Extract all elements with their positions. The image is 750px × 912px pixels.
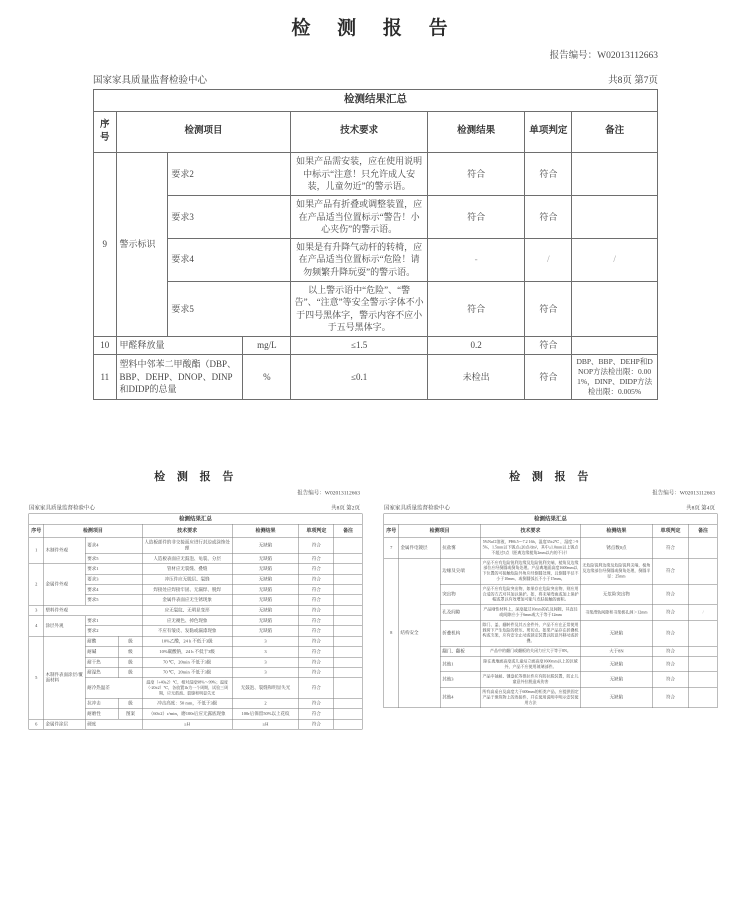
table-cell: 应无褪色、掉色现象 <box>142 616 232 626</box>
table-cell: 温度（+40±2）℃，相对湿度98%～99%；温度（-20±2）℃，各放置1h为一个周期，试验三周期，应无鼓泡、裂缝和明显失光 <box>142 678 232 699</box>
table-cell: 4 <box>29 616 44 637</box>
table-cell: 符合 <box>299 554 334 564</box>
table-cell: 要求4 <box>85 585 142 595</box>
table-cell: 金属件电镀层 <box>399 537 441 558</box>
table-cell: 要求1 <box>85 616 142 626</box>
column-header: 单项判定 <box>299 524 334 537</box>
table-cell <box>334 595 362 605</box>
table-cell: 除在离地面高度或儿童站立面高度1600mm以上的区域外，产品不应使用玻璃部件。 <box>480 657 580 672</box>
table-row <box>94 337 658 355</box>
table-cell: 符合 <box>652 558 689 584</box>
table-cell: 符合 <box>299 636 334 646</box>
table-cell: 耐湿热 <box>85 667 118 677</box>
table-cell: 甲醛释放量 <box>116 337 243 355</box>
table-cell <box>689 558 717 584</box>
table-cell: 除门、盖、翻转件及其五金件外，产品不应在正常使用载荷下产生危险的挤压、剪切点。如果产品存在折叠机构或支架，应有安全止动或锁定装置以防意外移动或折叠。 <box>480 620 580 646</box>
table-cell: 冲击高度：50 mm，不低于3级 <box>142 698 232 708</box>
table-cell: 符合 <box>652 646 689 656</box>
table-cell <box>334 554 362 564</box>
table-cell: 要求4 <box>85 537 142 553</box>
table-cell <box>334 657 362 667</box>
issuer-name: 国家家具质量监督检验中心 <box>93 76 208 86</box>
table-cell: 书架滑轨间隙和书架板孔洞＞12mm <box>581 605 653 620</box>
page-indicator: 共8页 第7页 <box>608 76 658 86</box>
table-cell: 塑料件外观 <box>44 605 142 615</box>
table-cell: 警示标识 <box>116 153 168 337</box>
table-cell: 耐磨性 <box>85 709 118 719</box>
table-cell: 抗冲击 <box>85 698 118 708</box>
table-cell: 耐冷热温差 <box>85 678 142 699</box>
table-row <box>29 564 363 574</box>
table-cell: 6 <box>29 719 44 729</box>
table-cell: 产品刚性材料上，深度超过10mm的孔及间隙，其直径或间隙应小于6mm或大于等于12mm <box>480 605 580 620</box>
table-cell: 边缘及尖端 <box>440 558 480 584</box>
column-header: 技术要求 <box>142 524 232 537</box>
table-cell <box>334 605 362 615</box>
table-cell <box>334 616 362 626</box>
table-row <box>384 558 718 584</box>
table-cell: 符合 <box>299 678 334 699</box>
table-cell <box>572 281 658 336</box>
table-cell: 符合 <box>299 595 334 605</box>
table-cell: 2 <box>232 698 299 708</box>
table-cell: 突出物 <box>440 584 480 605</box>
table-cell: 无缺陷 <box>232 574 299 584</box>
table-cell: 符合 <box>299 626 334 636</box>
table-cell: 符合 <box>525 196 572 239</box>
report-page-2 <box>28 458 364 898</box>
table-cell: 级 <box>119 698 142 708</box>
table-cell: 人造板表面应无鼓泡、龟裂、分层 <box>142 554 232 564</box>
table-cell: 其他1 <box>440 657 480 672</box>
table-cell: / <box>525 238 572 281</box>
table-cell <box>572 196 658 239</box>
table-cell: 应无裂纹、无明显变形 <box>142 605 232 615</box>
table-cell: 7 <box>384 537 399 558</box>
table-cell: 无缺陷 <box>581 687 653 708</box>
table-cell: ≤0.1 <box>291 354 428 400</box>
table-cell <box>334 678 362 699</box>
table-cell: 要求3 <box>85 574 142 584</box>
table-cell: 孔及间隙 <box>440 605 480 620</box>
table-cell <box>689 620 717 646</box>
report-title: 检 测 报 告 <box>509 470 593 483</box>
report-meta <box>384 504 715 512</box>
table-cell <box>334 636 362 646</box>
table-cell <box>334 719 362 729</box>
table-cell: 要求4 <box>168 238 291 281</box>
table-cell: 锈点数0点 <box>581 537 653 558</box>
report-title: 检 测 报 告 <box>291 18 459 39</box>
table-cell: 要求5 <box>85 595 142 605</box>
table-cell: 要求2 <box>168 153 291 196</box>
table-cell <box>334 667 362 677</box>
table-cell: 1 <box>29 537 44 564</box>
table-cell: 级 <box>119 667 142 677</box>
table-cell: 无缺陷 <box>232 605 299 615</box>
table-cell: 符合 <box>427 153 525 196</box>
table-cell: 级 <box>119 657 142 667</box>
column-header: 检测结果 <box>232 524 299 537</box>
table-cell: 符合 <box>299 564 334 574</box>
table-cell: 无缺陷 <box>581 672 653 687</box>
table-cell: 符合 <box>299 657 334 667</box>
table-cell: 产品中抽屉、键盘托等推拉件应有防拉脱装置，防止儿童意外拉脱造成伤害 <box>480 672 580 687</box>
table-cell <box>689 672 717 687</box>
table-cell: ≥H <box>142 719 232 729</box>
table-cell: 符合 <box>427 281 525 336</box>
table-cell: 100r后保留50%以上花纹 <box>232 709 299 719</box>
table-cell: 产品不应有危险突出物，如果存在危险突出物，则应用合适的方式对其加以保护。如，将末端弯曲或加上保护帽或罩以有效增加可能与皮肤接触的面积。 <box>480 584 580 605</box>
report-meta <box>29 504 360 512</box>
column-header: 检测项目 <box>44 524 142 537</box>
table-cell <box>334 709 362 719</box>
table-cell: 无缺陷 <box>581 657 653 672</box>
table-cell: 不应有皱皮、发黏或漏漆现象 <box>142 626 232 636</box>
table-cell: 符合 <box>652 620 689 646</box>
table-cell: 符合 <box>299 605 334 615</box>
table-cell: 要求5 <box>85 554 142 564</box>
table-cell: 无缺陷 <box>232 595 299 605</box>
table-cell: 0.2 <box>427 337 525 355</box>
table-cell: 符合 <box>652 605 689 620</box>
report-page-4 <box>383 458 719 898</box>
table-cell: 要求5 <box>168 281 291 336</box>
table-cell: 10 <box>94 337 117 355</box>
table-cell: 未检出 <box>427 354 525 400</box>
table-cell <box>689 657 717 672</box>
table-cell: 涂层外观 <box>44 616 86 637</box>
table-cell: 管材应无裂缝、叠缝 <box>142 564 232 574</box>
table-cell <box>572 337 658 355</box>
table-cell <box>334 537 362 553</box>
table-cell <box>334 574 362 584</box>
table-cell: 符合 <box>299 647 334 657</box>
table-title: 检测结果汇总 <box>384 514 718 525</box>
table-cell: 符合 <box>652 537 689 558</box>
table-cell: 硬度 <box>85 719 142 729</box>
issuer-name: 国家家具质量监督检验中心 <box>29 505 95 511</box>
table-cell <box>334 698 362 708</box>
table-cell: 符合 <box>525 337 572 355</box>
table-cell: 级 <box>119 647 142 657</box>
table-cell: 符合 <box>525 354 572 400</box>
table-cell: 耐酸 <box>85 636 118 646</box>
table-cell: 所有高桌台及高度大于600mm的柜类产品，应提供固定产品于建筑物上的连接件，并在使用说明中明示安装使用方法 <box>480 687 580 708</box>
table-cell: 抗盐雾 <box>440 537 480 558</box>
table-cell: mg/L <box>243 337 291 355</box>
table-cell <box>334 647 362 657</box>
table-row <box>94 196 658 239</box>
table-cell <box>334 585 362 595</box>
table-cell <box>334 564 362 574</box>
summary-table-page4 <box>384 514 718 709</box>
table-cell: 金属件表面应无生锈现象 <box>142 595 232 605</box>
table-cell: / <box>572 238 658 281</box>
table-cell: 3 <box>29 605 44 615</box>
table-cell: 符合 <box>427 196 525 239</box>
table-cell: 耐干热 <box>85 657 118 667</box>
table-cell: 如果是有升降气动杆的转椅，应在产品适当位置标示“危险！请勿频繁升降玩耍”的警示语。 <box>291 238 428 281</box>
table-cell: 人造板部件的非交接面应进行封边或涂饰处理 <box>142 537 232 553</box>
table-title: 检测结果汇总 <box>94 90 658 112</box>
table-cell: 符合 <box>299 616 334 626</box>
table-cell: 焊接处应焊接牢固、无漏焊、脱焊 <box>142 585 232 595</box>
table-row <box>29 636 363 646</box>
table-cell <box>689 537 717 558</box>
table-cell: 塑料中邻苯二甲酸酯（DBP、BBP、DEHP、DNOP、DINP和DIDP的总量 <box>116 354 243 400</box>
table-cell: 大于8N <box>581 646 653 656</box>
table-cell: 符合 <box>299 537 334 553</box>
table-row <box>29 616 363 626</box>
table-row <box>29 719 363 729</box>
column-header: 技术要求 <box>480 524 580 537</box>
table-cell: 木制件表面涂层/覆面材料 <box>44 636 86 719</box>
table-cell: ≤1.5 <box>291 337 428 355</box>
table-row <box>94 354 658 400</box>
table-cell: 符合 <box>299 667 334 677</box>
column-header: 备注 <box>572 111 658 153</box>
table-cell: 符合 <box>652 687 689 708</box>
table-row <box>94 153 658 196</box>
table-cell: 5%NaCl溶液，PH6.5～7.2 16h，温度35±2℃ ，湿度＞95%，1.5mm以下锈点≤20点/dm²，其中≥1.0mm以上锈点不超过5点（距离边缘棱角2mm以内的不计） <box>480 537 580 558</box>
table-row <box>29 605 363 615</box>
table-cell: 无危险锐利边缘及危险锐利尖端，棱角及边缘部位经倒圆或倒角处理，倒圆半径：25mm <box>581 558 653 584</box>
table-cell: 符合 <box>525 281 572 336</box>
table-cell: 要求2 <box>85 626 142 636</box>
table-cell <box>689 646 717 656</box>
table-row <box>384 537 718 558</box>
table-cell: 其他4 <box>440 687 480 708</box>
table-row <box>94 238 658 281</box>
table-cell: 无缺陷 <box>232 564 299 574</box>
report-number: 报告编号：W02013112663 <box>652 490 715 496</box>
table-cell: 符合 <box>652 657 689 672</box>
table-cell: （60±2）r/min，磨100r后应无露底现象 <box>142 709 232 719</box>
report-number: 报告编号：W02013112663 <box>549 51 658 61</box>
table-cell: 符合 <box>299 719 334 729</box>
table-cell: / <box>689 605 717 620</box>
column-header: 序号 <box>94 111 117 153</box>
table-cell: 耐碱 <box>85 647 118 657</box>
table-cell <box>689 687 717 708</box>
column-header: 检测项目 <box>399 524 481 537</box>
table-cell: 结构安全 <box>399 558 441 708</box>
table-cell: 折叠机构 <box>440 620 480 646</box>
table-cell: 符合 <box>299 709 334 719</box>
table-cell: 10%碳酸钠，24 h 不低于3级 <box>142 647 232 657</box>
column-header: 备注 <box>689 524 717 537</box>
column-header: 检测项目 <box>116 111 291 153</box>
table-cell: 9 <box>94 153 117 337</box>
table-cell: 无缺陷 <box>232 537 299 553</box>
table-cell: 无危险突出物 <box>581 584 653 605</box>
table-cell: 图案 <box>119 709 142 719</box>
issuer-name: 国家家具质量监督检验中心 <box>384 505 450 511</box>
table-row <box>94 281 658 336</box>
table-cell: 无缺陷 <box>232 626 299 636</box>
table-cell: 无缺陷 <box>232 616 299 626</box>
table-cell: 产品不应有危险锐利边缘及危险锐利尖端，棱角及边缘部位应经倒圆或倒角处理。产品离地面高度1600mm以下位置的可接触危险外角应经倒圆处理，且倒圆半径不小于10mm，或倒圆弧长不小于15mm。 <box>480 558 580 584</box>
page-indicator: 共8页 第4页 <box>686 505 715 511</box>
table-cell: 如果产品需安装，应在使用说明中标示“注意！只允许成人安装，儿童勿近”的警示语。 <box>291 153 428 196</box>
report-title: 检 测 报 告 <box>154 470 238 483</box>
report-meta <box>93 72 658 86</box>
table-cell: 3 <box>232 657 299 667</box>
column-header: 检测结果 <box>427 111 525 153</box>
table-cell: 3 <box>232 667 299 677</box>
table-cell: - <box>427 238 525 281</box>
column-header: 序号 <box>29 524 44 537</box>
column-header: 单项判定 <box>525 111 572 153</box>
column-header: 单项判定 <box>652 524 689 537</box>
table-cell: 无鼓泡、裂缝和明显失光 <box>232 678 299 699</box>
table-cell: ≥H <box>232 719 299 729</box>
table-cell: 产品中的翻门或翻板的关闭力应大于等于8N。 <box>480 646 580 656</box>
table-cell: 8 <box>384 558 399 708</box>
table-cell: DBP、BBP、DEHP和DNOP方法检出限：0.001%，DINP、DIDP方法检出限：0.005% <box>572 354 658 400</box>
column-header: 序号 <box>384 524 399 537</box>
table-cell: 冲压件应无脱层、裂缝 <box>142 574 232 584</box>
table-cell: 无缺陷 <box>581 620 653 646</box>
table-row <box>29 537 363 553</box>
table-cell <box>334 626 362 636</box>
report-page-7 <box>0 0 750 400</box>
table-cell: 5 <box>29 636 44 719</box>
report-number: 报告编号：W02013112663 <box>297 490 360 496</box>
table-cell: 70 ℃，20min 不低于3级 <box>142 657 232 667</box>
table-cell: 符合 <box>299 698 334 708</box>
table-cell: 11 <box>94 354 117 400</box>
column-header: 检测结果 <box>581 524 653 537</box>
table-cell: 符合 <box>652 672 689 687</box>
table-cell: 翻门、翻板 <box>440 646 480 656</box>
table-cell: 符合 <box>652 584 689 605</box>
table-cell: 金属件外观 <box>44 564 86 605</box>
page-indicator: 共8页 第2页 <box>331 505 360 511</box>
table-cell: 要求3 <box>168 196 291 239</box>
summary-table-page7 <box>93 89 658 400</box>
table-cell: 10%乙酸，24 h 不低于3级 <box>142 636 232 646</box>
table-cell: 木制件外观 <box>44 537 86 564</box>
table-cell: 以上警示语中“危险”、“警告”、“注意”等安全警示字体不小于四号黑体字，警示内容不应小于五号黑体字。 <box>291 281 428 336</box>
table-title: 检测结果汇总 <box>29 514 363 525</box>
table-cell: 符合 <box>299 574 334 584</box>
table-cell: 70 ℃，20min 不低于3级 <box>142 667 232 677</box>
column-header: 技术要求 <box>291 111 428 153</box>
table-cell <box>572 153 658 196</box>
summary-table-page2 <box>29 514 363 730</box>
table-cell: 无缺陷 <box>232 554 299 564</box>
table-cell: 3 <box>232 647 299 657</box>
table-cell: 要求1 <box>85 564 142 574</box>
table-cell: 2 <box>29 564 44 605</box>
table-cell: 3 <box>232 636 299 646</box>
table-cell: 如果产品有折叠或调整装置，应在产品适当位置标示“警告！小心夹伤”的警示语。 <box>291 196 428 239</box>
table-cell: 无缺陷 <box>232 585 299 595</box>
column-header: 备注 <box>334 524 362 537</box>
table-cell: % <box>243 354 291 400</box>
table-cell: 级 <box>119 636 142 646</box>
table-cell <box>689 584 717 605</box>
table-cell: 符合 <box>299 585 334 595</box>
table-cell: 金属件涂层 <box>44 719 86 729</box>
table-cell: 符合 <box>525 153 572 196</box>
table-cell: 其他3 <box>440 672 480 687</box>
